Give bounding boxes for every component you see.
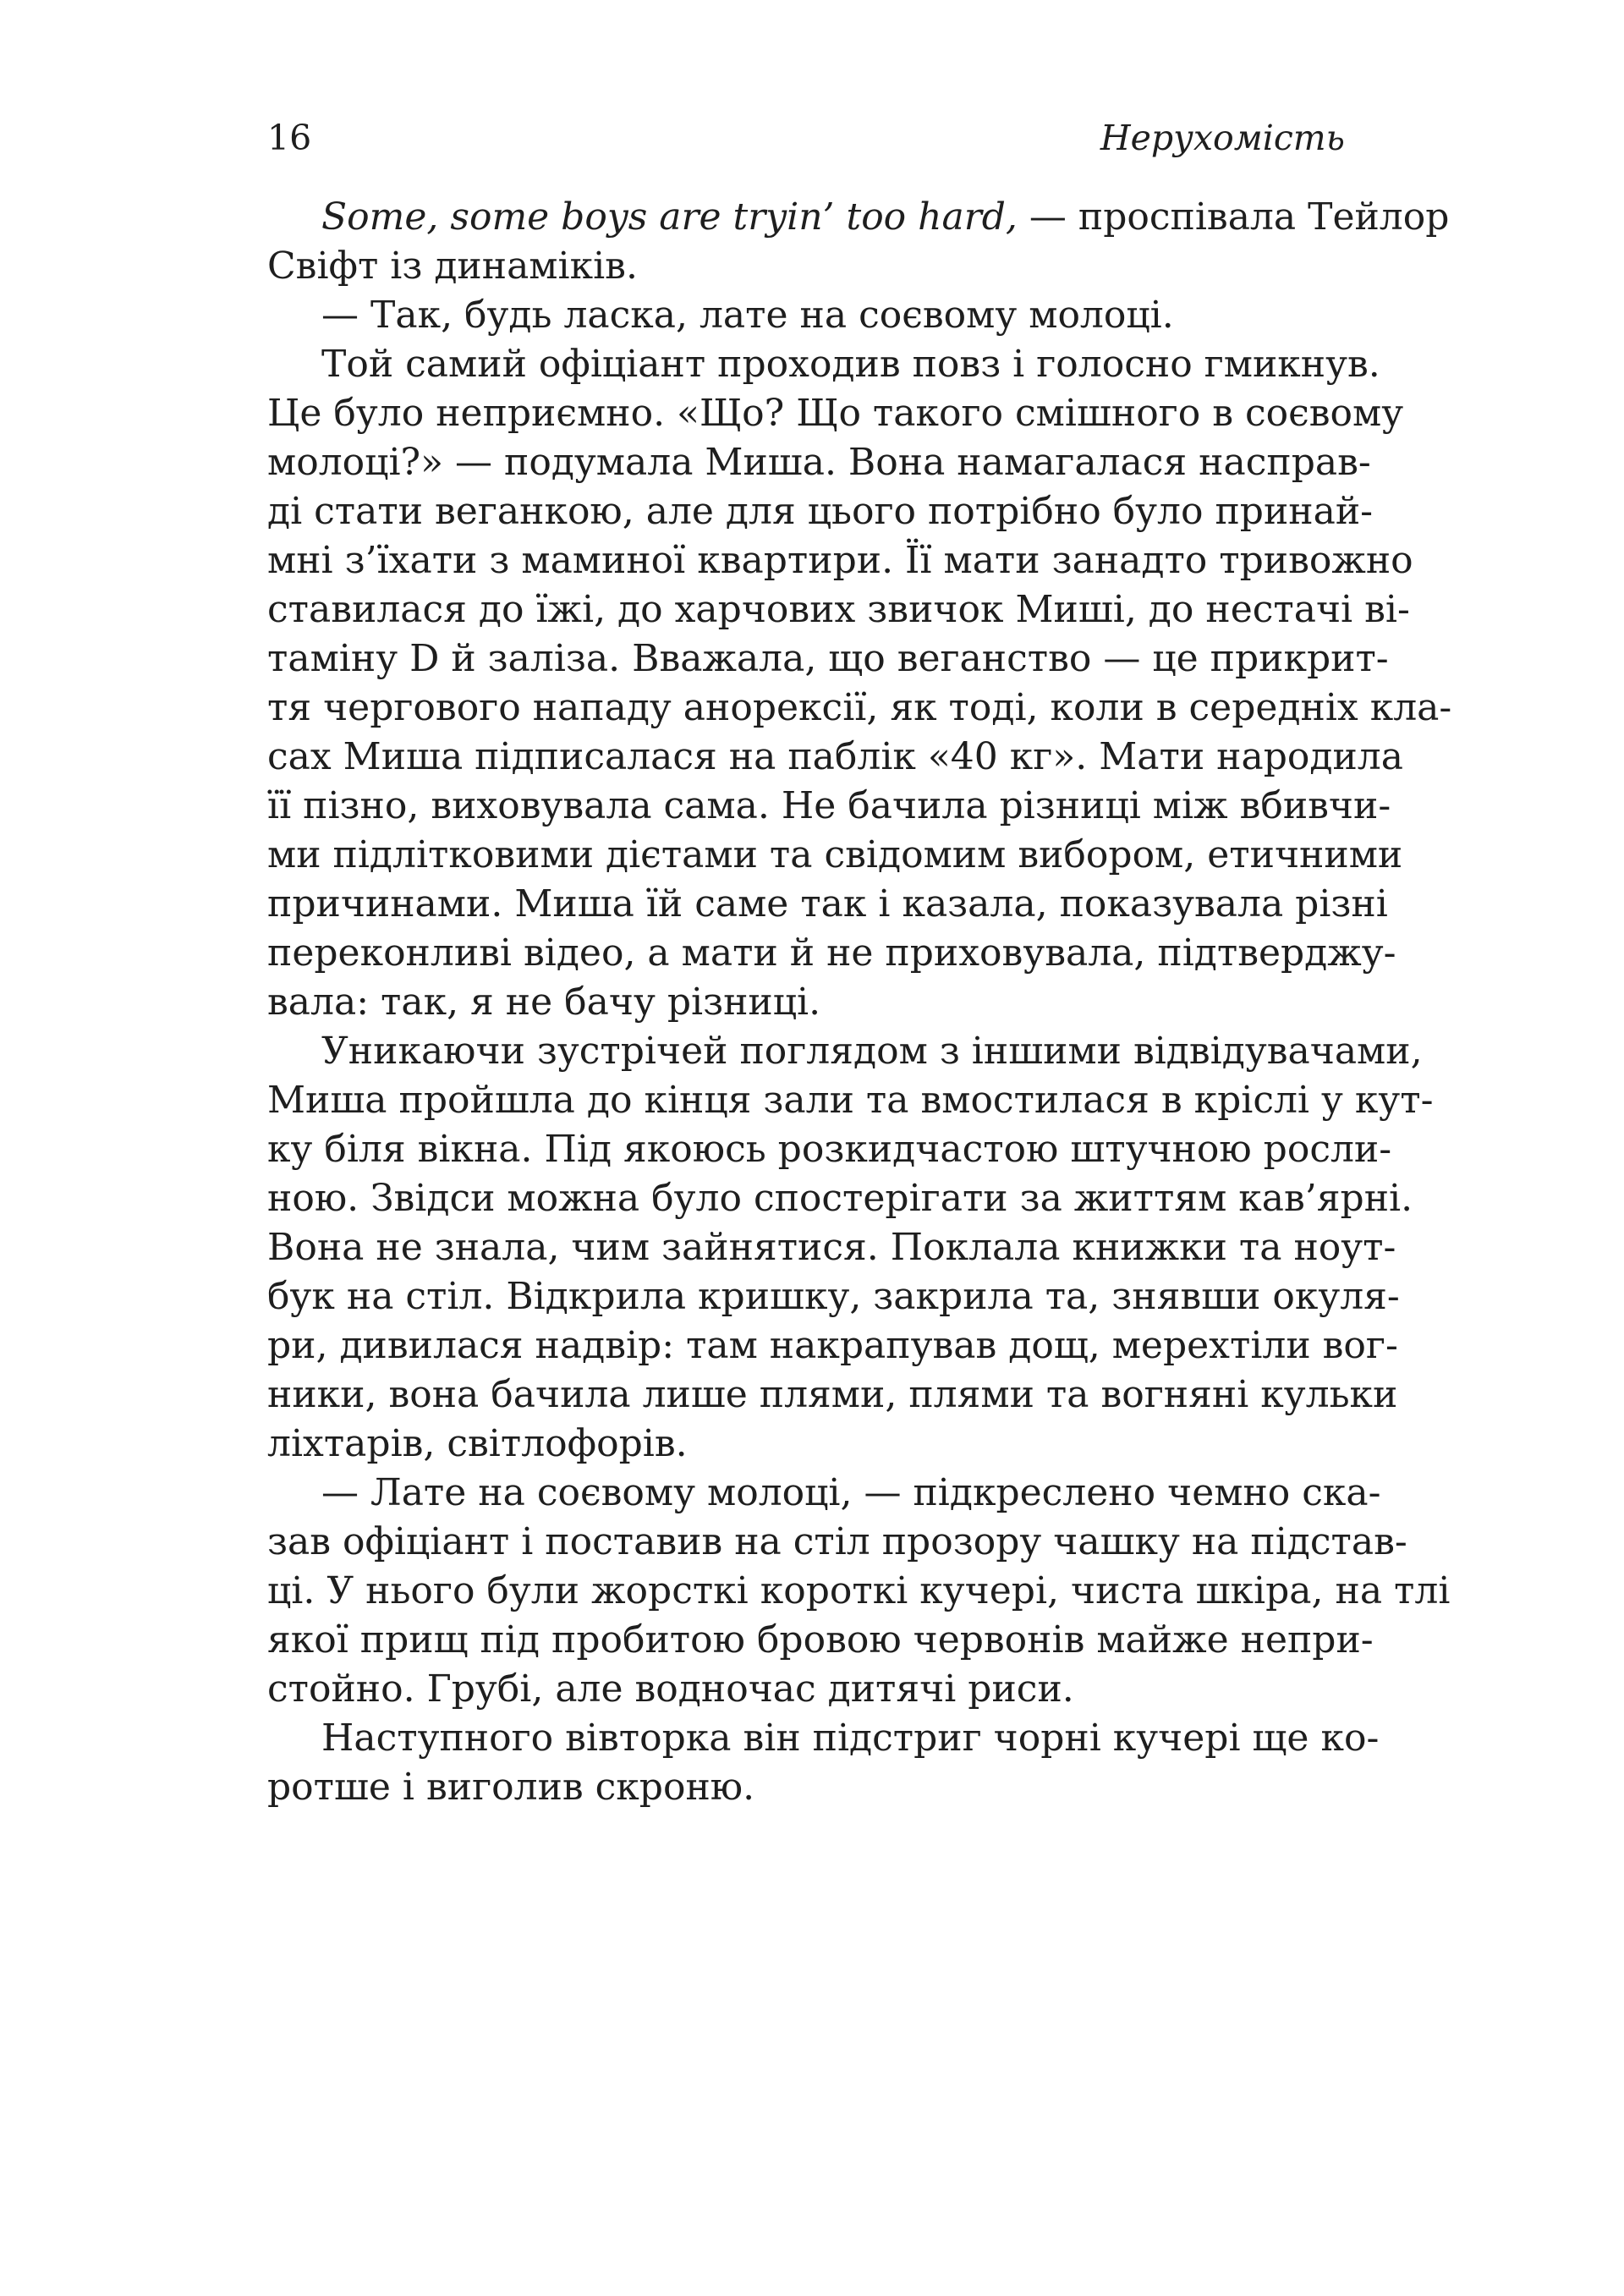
text-line: зав офіціант і поставив на стіл прозору чашку на підстав- <box>267 1520 1407 1563</box>
text-line: стойно. Грубі, але водночас дитячі риси. <box>267 1667 1074 1711</box>
section-title: Нерухомість <box>1100 118 1345 158</box>
text-line: якої прищ під пробитою бровою червонів майже непри- <box>267 1618 1374 1662</box>
line-text: — проспівала Тейлор <box>1017 195 1450 239</box>
text-line: Це було неприємно. «Що? Що такого смішного в соєвому <box>267 392 1404 435</box>
text-line: ку біля вікна. Під якоюсь розкидчастою штучною росли- <box>267 1128 1392 1171</box>
text-line: переконливі відео, а мати й не приховувала, підтверджу- <box>267 931 1396 975</box>
body-text <box>267 193 1452 1812</box>
text-line: Миша пройшла до кінця зали та вмостилася в кріслі у кут- <box>267 1079 1434 1122</box>
text-line: молоці?» — подумала Миша. Вона намагалася насправ- <box>267 441 1371 484</box>
text-line: Уникаючи зустрічей поглядом з іншими відвідувачами, <box>321 1030 1423 1073</box>
text-line <box>267 193 1450 242</box>
text-line: — Так, будь ласка, лате на соєвому молоці. <box>321 294 1174 337</box>
song-lyric: Some, some boys are tryin’ too hard, <box>321 195 1018 239</box>
text-line: її пізно, виховувала сама. Не бачила різниці між вбивчи- <box>267 784 1391 827</box>
text-line: мні з’їхати з маминої квартири. Її мати занадто тривожно <box>267 539 1413 582</box>
text-line: ною. Звідси можна було спостерігати за життям кав’ярні. <box>267 1177 1413 1220</box>
text-line: причинами. Миша їй саме так і казала, показувала різні <box>267 882 1388 926</box>
text-line: ді стати веганкою, але для цього потрібно було принай- <box>267 490 1374 533</box>
paragraph <box>267 291 1345 340</box>
paragraph <box>267 340 1452 1027</box>
text-line: таміну D й заліза. Вважала, що веганство — це прикрит- <box>267 637 1389 680</box>
paragraph <box>267 193 1450 291</box>
text-line: вала: так, я не бачу різниці. <box>267 980 821 1024</box>
paragraph <box>267 1714 1380 1812</box>
paragraph <box>267 1027 1434 1469</box>
running-head <box>267 108 1345 168</box>
text-line: ми підлітковими дієтами та свідомим вибором, етичними <box>267 833 1403 876</box>
text-line: ротше і виголив скроню. <box>267 1766 755 1809</box>
text-line: Наступного вівторка він підстриг чорні кучері ще ко- <box>321 1717 1380 1760</box>
text-line: ники, вона бачила лише плями, плями та вогняні кульки <box>267 1373 1398 1416</box>
text-line: Вона не знала, чим зайнятися. Поклала книжки та ноут- <box>267 1226 1396 1269</box>
text-line: тя чергового нападу анорексії, як тоді, коли в середніх кла- <box>267 686 1452 729</box>
text-line: — Лате на соєвому молоці, — підкреслено чемно ска- <box>321 1471 1381 1514</box>
page-number: 16 <box>267 118 312 158</box>
text-line: ці. У нього були жорсткі короткі кучері, чиста шкіра, на тлі <box>267 1569 1451 1612</box>
paragraph <box>267 1469 1451 1714</box>
text-line: ліхтарів, світлофорів. <box>267 1422 688 1465</box>
text-line: Той самий офіціант проходив повз і голосно гмикнув. <box>321 343 1380 386</box>
text-line: бук на стіл. Відкрила кришку, закрила та, знявши окуля- <box>267 1275 1400 1318</box>
text-line: ри, дивилася надвір: там накрапував дощ, мерехтіли вог- <box>267 1324 1398 1367</box>
text-line: сах Миша підписалася на паблік «40 кг». Мати народила <box>267 735 1403 778</box>
text-line: Свіфт із динаміків. <box>267 244 638 288</box>
text-line: ставилася до їжі, до харчових звичок Миші, до нестачі ві- <box>267 588 1410 631</box>
